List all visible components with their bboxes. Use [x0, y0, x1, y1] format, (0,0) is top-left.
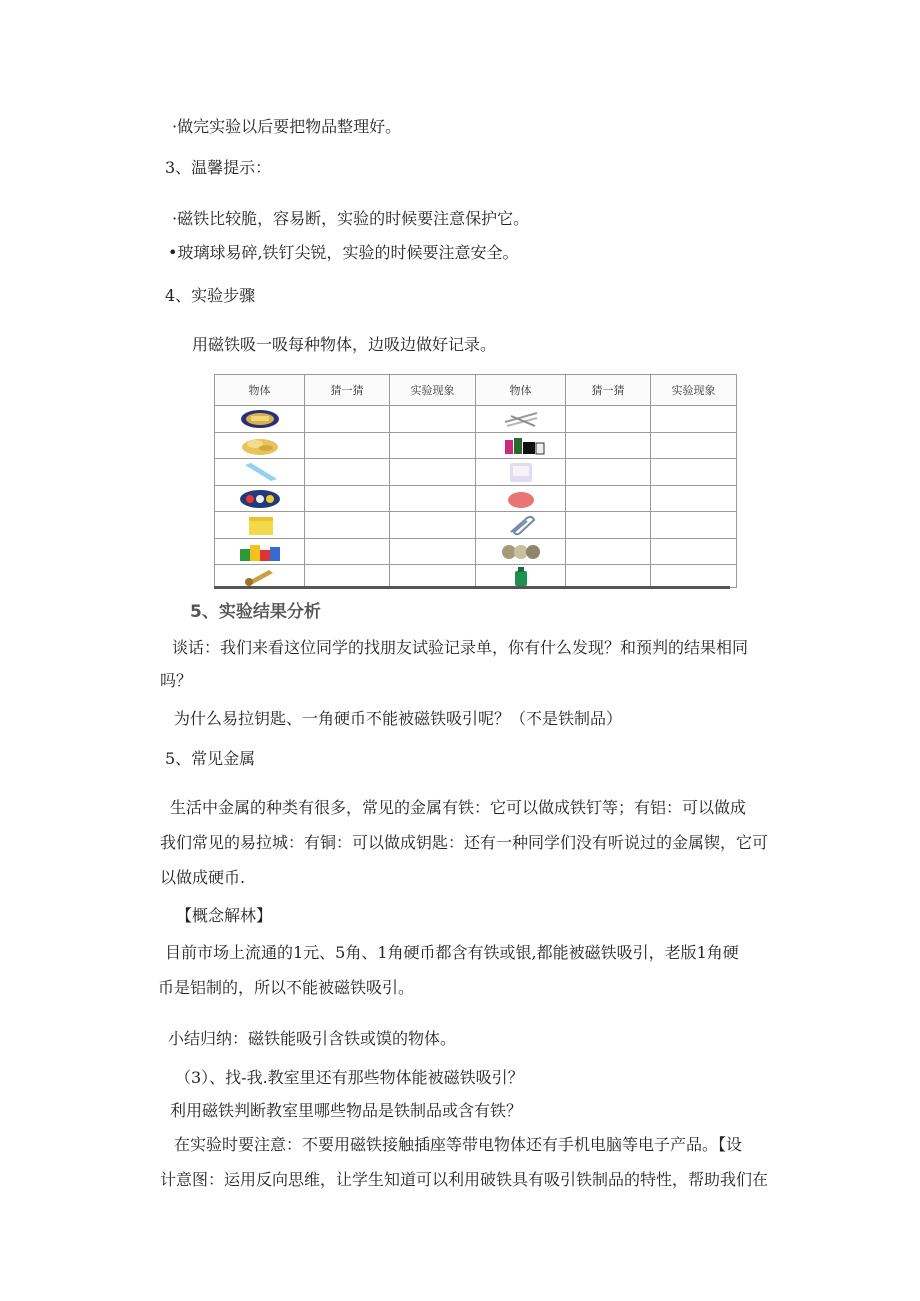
- result-heading: 5、实验结果分析: [190, 602, 321, 622]
- object-cell: [215, 485, 305, 512]
- object-cell: [215, 406, 305, 433]
- table-row: [215, 485, 737, 512]
- brass-key-icon: [239, 566, 281, 586]
- guess-cell[interactable]: [305, 432, 390, 459]
- object-cell: [215, 432, 305, 459]
- experiment-record-table: [214, 374, 737, 588]
- result-cell[interactable]: [390, 512, 476, 539]
- table-row: [215, 432, 737, 459]
- object-cell: [215, 512, 305, 539]
- result-cell[interactable]: [651, 459, 737, 486]
- talk-line-2: 吗？: [160, 671, 193, 690]
- table-bottom-rule: [214, 586, 730, 589]
- result-cell[interactable]: [390, 459, 476, 486]
- object-cell: [215, 459, 305, 486]
- result-cell[interactable]: [651, 538, 737, 565]
- find-heading: （3）、找-我.教室里还有那些物体能被磁铁吸引？: [175, 1068, 524, 1087]
- steps-heading: 4、实验步骤: [165, 286, 256, 305]
- table-row: [215, 459, 737, 486]
- bullet-glass: •玻璃球易碎,铁钉尖锐，实验的时候要注意安全。: [168, 243, 519, 262]
- guess-cell[interactable]: [305, 459, 390, 486]
- tips-heading: 3、温馨提示：: [165, 158, 272, 177]
- result-cell[interactable]: [651, 406, 737, 433]
- talk-line-1: 谈话：我们来看这位同学的找朋友试验记录单，你有什么发现？和预判的结果相同: [172, 638, 749, 657]
- attention-line-2: 计意图：运用反向思维，让学生知道可以利用破铁具有吸引铁制品的特性，帮助我们在: [160, 1170, 769, 1189]
- plastic-bag-icon: [501, 461, 541, 483]
- wood-blocks-icon: [236, 541, 284, 563]
- object-cell: [215, 538, 305, 565]
- result-cell[interactable]: [651, 432, 737, 459]
- guess-cell[interactable]: [305, 538, 390, 565]
- guess-cell[interactable]: [566, 485, 651, 512]
- bottle-caps-icon: [238, 488, 282, 510]
- bullet-magnet: ·磁铁比较脆，容易断，实验的时候要注意保护它。: [172, 209, 530, 228]
- ring-pull-tray-icon: [239, 408, 281, 430]
- attention-line-1: 在实验时要注意：不要用磁铁接触插座等带电物体还有手机电脑等电子产品。【设: [174, 1135, 743, 1154]
- table-row: [215, 406, 737, 433]
- header-object-left: 物体: [215, 375, 305, 406]
- result-cell[interactable]: [651, 485, 737, 512]
- coin-pile-icon: [239, 434, 281, 456]
- object-cell: [476, 406, 566, 433]
- metals-line-2: 我们常见的易拉城：有铜：可以做成钥匙：还有一种同学们没有听说过的金属锲，它可: [160, 833, 769, 852]
- guess-cell[interactable]: [566, 459, 651, 486]
- guess-cell[interactable]: [566, 565, 651, 588]
- why-question: 为什么易拉钥匙、一角硬币不能被磁铁吸引呢？（不是铁制品）: [174, 709, 623, 728]
- table-row: [215, 512, 737, 539]
- metals-heading: 5、常见金属: [165, 749, 256, 768]
- guess-cell[interactable]: [305, 485, 390, 512]
- eraser-icon: [501, 488, 541, 510]
- summary: 小结归纳：磁铁能吸引含铁或馍的物体。: [168, 1029, 457, 1048]
- result-cell[interactable]: [390, 406, 476, 433]
- result-cell[interactable]: [390, 565, 476, 588]
- ruler-icon: [239, 461, 281, 483]
- concept-line-1: 目前市场上流通的1元、5角、1角硬币都含有铁或银,都能被磁铁吸引，老版1角硬: [165, 943, 739, 962]
- header-result-right: 实验现象: [651, 375, 737, 406]
- steps-text: 用磁铁吸一吸每种物体，边吸边做好记录。: [192, 335, 497, 354]
- table-row: [215, 565, 737, 588]
- bullet-tidy: ·做完实验以后要把物品整理好。: [172, 117, 402, 136]
- pencil-case-icon: [497, 434, 545, 456]
- concept-line-2: 币是铝制的，所以不能被磁铁吸引。: [158, 978, 415, 997]
- result-cell[interactable]: [390, 432, 476, 459]
- table-header-row: [215, 375, 737, 406]
- object-cell: [476, 459, 566, 486]
- header-object-right: 物体: [476, 375, 566, 406]
- guess-cell[interactable]: [566, 538, 651, 565]
- nails-icon: [501, 408, 541, 430]
- metals-line-1: 生活中金属的种类有很多，常见的金属有铁：它可以做成铁钉等；有铝：可以做成: [170, 798, 747, 817]
- table-row: [215, 538, 737, 565]
- metals-line-3: 以做成硬币.: [160, 868, 246, 887]
- object-cell: [476, 432, 566, 459]
- result-cell[interactable]: [390, 538, 476, 565]
- object-cell: [476, 485, 566, 512]
- guess-cell[interactable]: [566, 512, 651, 539]
- object-cell: [476, 538, 566, 565]
- glass-bottle-icon: [501, 566, 541, 586]
- concept-heading: 【概念解林】: [176, 906, 273, 925]
- header-guess-right: 猜一猜: [566, 375, 651, 406]
- result-cell[interactable]: [651, 565, 737, 588]
- object-cell: [476, 565, 566, 588]
- header-result-left: 实验现象: [390, 375, 476, 406]
- find-text: 利用磁铁判断教室里哪些物品是铁制品或含有铁？: [170, 1101, 523, 1120]
- result-cell[interactable]: [651, 512, 737, 539]
- object-cell: [215, 565, 305, 588]
- paper-clip-icon: [501, 514, 541, 536]
- guess-cell[interactable]: [305, 512, 390, 539]
- guess-cell[interactable]: [566, 406, 651, 433]
- object-cell: [476, 512, 566, 539]
- guess-cell[interactable]: [305, 565, 390, 588]
- guess-cell[interactable]: [566, 432, 651, 459]
- header-guess-left: 猜一猜: [305, 375, 390, 406]
- coins-icon: [499, 541, 543, 563]
- sticky-notes-icon: [239, 514, 281, 536]
- guess-cell[interactable]: [305, 406, 390, 433]
- result-cell[interactable]: [390, 485, 476, 512]
